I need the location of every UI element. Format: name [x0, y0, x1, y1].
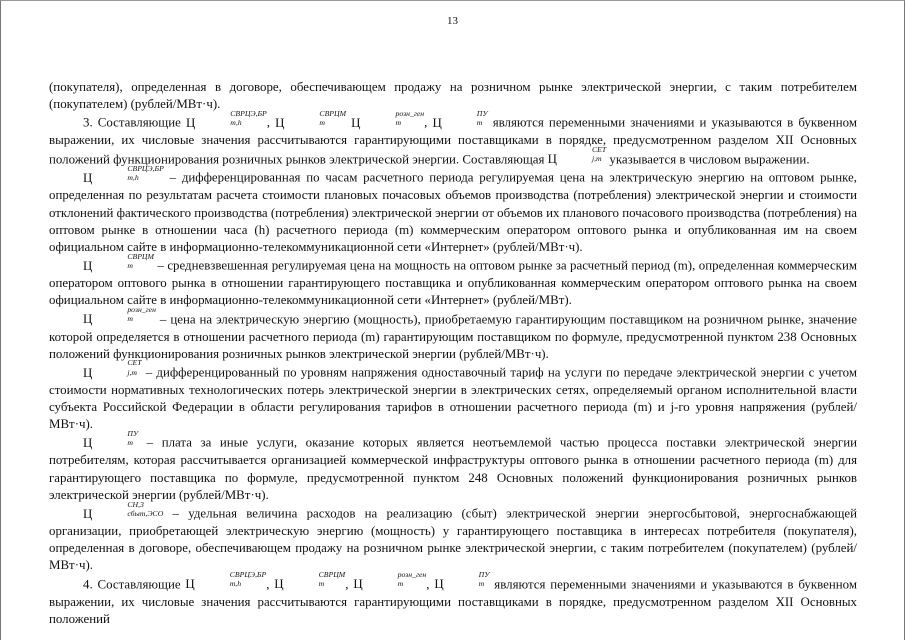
formula-symbol — [83, 305, 156, 327]
symbol-base: Ц — [185, 116, 196, 131]
symbol-base: Ц — [83, 171, 93, 186]
symbol-subscript: m — [319, 118, 325, 128]
formula-symbol — [83, 429, 139, 451]
page-number: 13 — [447, 15, 458, 27]
text-run: – дифференцированная по часам расчетного периода регулируемая цена на электрическую энергию на оптовом рынке, определенная по результатам расчета стоимости плановых почасовых объемов производства (потребления) электрической энергии и стоимости отклонений фактического производства (потребления) электрической энергии от объемов их планового почасового производства (потребления) на оптовом рынке в отношении часа (h) расчетного периода (m) коммерческим оператором оптового рынка и опубликованная им на своем официальном сайте в информационно-телекоммуникационной сети «Интернет» (рублей/МВт·ч). — [49, 171, 857, 255]
paragraph-p-item-3 — [49, 108, 858, 168]
text-run: , — [266, 577, 275, 592]
text-run: – дифференцированный по уровням напряжения одноставочный тариф на услуги по передаче электрической энергии с учетом стоимости нормативных технологических потерь электрической энергии в электрических сетях, определяемый органом исполнительной власти субъекта Российской Федерации в области регулирования тарифов в отношении расчетного периода (m) и j-го уровня напряжения (рублей/МВт·ч). — [49, 365, 857, 432]
symbol-base: Ц — [83, 436, 93, 451]
text-run: , — [345, 577, 354, 592]
text-run: 4. Составляющие — [83, 577, 186, 592]
symbol-base: Ц — [274, 577, 284, 592]
formula-symbol — [274, 570, 346, 592]
symbol-superscript: розн_ген — [127, 305, 156, 315]
symbol-base: Ц — [434, 577, 444, 592]
symbol-base: Ц — [275, 116, 285, 131]
symbol-subscript: j,m — [127, 367, 137, 377]
symbol-base: Ц — [83, 258, 93, 273]
symbol-subscript: m,h — [127, 173, 139, 183]
formula-symbol — [353, 570, 427, 592]
formula-symbol — [83, 358, 142, 380]
symbol-superscript: СВРЦЭ,БР — [229, 570, 267, 580]
text-run: , — [266, 116, 276, 131]
symbol-base: Ц — [83, 312, 93, 327]
paragraph-p-def-sbyt — [49, 499, 857, 575]
text-run: – средневзвешенная регулируемая цена на мощность на оптовом рынке за расчетный период (m), определенная коммерческим оператором оптового рынка в отношении гарантирующего поставщика и опубликованная коммерческим оператором оптового рынка на своем официальном сайте в информационно-телекоммуникационной сети «Интернет» (рублей/МВт). — [49, 258, 857, 308]
text-run: указывается в числовом выражении. — [606, 152, 810, 167]
symbol-base: Ц — [83, 365, 93, 380]
formula-symbol — [83, 251, 154, 273]
text-run: (покупателя), определенная в договоре, обеспечивающем продажу на розничном рынке электрической энергии, с таким потребителем (покупателем) (рублей/МВт·ч). — [49, 80, 857, 112]
symbol-subscript: m — [476, 118, 483, 128]
symbol-base: Ц — [83, 506, 93, 521]
text-run: являются переменными значениями и указываются в буквенном выражении, их числовые значения рассчитываются гарантирующими поставщиками в порядке, предусмотренном разделом XII Основных положений функционирования розничных рынков электрической энергии. Составляющая — [49, 116, 858, 167]
symbol-subscript: m,h — [230, 118, 242, 128]
formula-symbol — [185, 570, 267, 592]
symbol-superscript: СВРЦМ — [319, 108, 347, 118]
symbol-subscript: m — [395, 118, 402, 128]
symbol-superscript: ПУ — [478, 570, 490, 580]
symbol-superscript: розн_ген — [397, 570, 427, 580]
text-run: , — [426, 577, 435, 592]
symbol-base: Ц — [432, 116, 442, 131]
text-run: 3. Составляющие — [83, 116, 186, 131]
text-run: – удельная величина расходов на реализацию (сбыт) электрической энергии энергосбытовой, энергоснабжающей организации, приобретающей электрическую энергию (мощность) у гарантирующего поставщика в интересах потребителя (покупателя), определенная в договоре, обеспечивающем продажу на розничном рынке электрической энергии, с таким потребителем (покупателем) (рублей/МВт·ч). — [49, 506, 857, 573]
symbol-superscript: СЕТ — [127, 358, 142, 368]
symbol-subscript: m — [397, 579, 404, 589]
symbol-subscript: m — [318, 579, 325, 589]
paragraph-p-def-svrce-br — [49, 164, 857, 256]
text-run: – плата за иные услуги, оказание которых является неотъемлемой частью процесса поставки электрической энергии потребителям, которая рассчитывается организацией коммерческой инфраструктуры оптового рынка в отношении расчетного периода (m) для гарантирующего поставщика по формуле, предусмотренной пунктом 248 Основных положений функционирования розничных рынков электрической энергии (рублей/МВт·ч). — [49, 436, 857, 502]
formula-symbol — [185, 108, 267, 131]
formula-symbol — [547, 145, 607, 167]
symbol-superscript: СВРЦЭ,БР — [230, 108, 267, 118]
symbol-subscript: m — [127, 438, 133, 448]
formula-symbol — [434, 570, 490, 592]
formula-symbol — [275, 108, 347, 131]
symbol-superscript: СЕТ — [591, 145, 607, 155]
paragraph-p-def-set — [49, 358, 857, 434]
symbol-base: Ц — [185, 577, 195, 592]
symbol-base: Ц — [351, 116, 361, 131]
symbol-superscript: СВРЦМ — [318, 570, 346, 580]
paragraph-p-def-svrcm — [49, 251, 857, 309]
symbol-subscript: m — [127, 261, 133, 271]
symbol-superscript: розн_ген — [395, 108, 425, 118]
symbol-superscript: СВРЦЭ,БР — [127, 164, 164, 174]
formula-symbol — [351, 108, 425, 131]
formula-symbol — [83, 164, 164, 186]
formula-symbol — [83, 499, 164, 521]
symbol-superscript: СН,3 — [127, 499, 144, 509]
paragraph-p-item-4 — [49, 570, 858, 628]
symbol-superscript: ПУ — [476, 108, 488, 118]
symbol-subscript: m — [478, 579, 485, 589]
symbol-superscript: СВРЦМ — [127, 251, 154, 261]
paragraph-p-continuation — [49, 79, 857, 113]
paragraph-p-def-rozn-gen — [49, 305, 857, 363]
symbol-subscript: m,h — [229, 579, 242, 589]
symbol-subscript: m — [127, 314, 133, 324]
document-body — [49, 79, 857, 628]
formula-symbol — [432, 108, 488, 131]
text-run: являются переменными значениями и указываются в буквенном выражении, их числовые значения рассчитываются гарантирующими поставщиками в порядке, предусмотренном разделом XII Основных положений — [49, 577, 858, 626]
symbol-base: Ц — [547, 152, 557, 167]
symbol-superscript: ПУ — [127, 429, 139, 438]
text-run: , — [424, 116, 433, 131]
paragraph-p-def-pu — [49, 429, 857, 504]
symbol-subscript: сбыт,ЭСО — [127, 508, 164, 518]
text-run: – цена на электрическую энергию (мощность), приобретаемую гарантирующим поставщиком на розничном рынке, значение которой определяется в отношении расчетного периода (m) гарантирующим поставщиком по формуле, предусмотренной пунктом 238 Основных положений функционирования розничных рынков электрической энергии (рублей/МВт·ч). — [49, 312, 857, 361]
symbol-subscript: j,m — [591, 154, 602, 164]
symbol-base: Ц — [353, 577, 363, 592]
